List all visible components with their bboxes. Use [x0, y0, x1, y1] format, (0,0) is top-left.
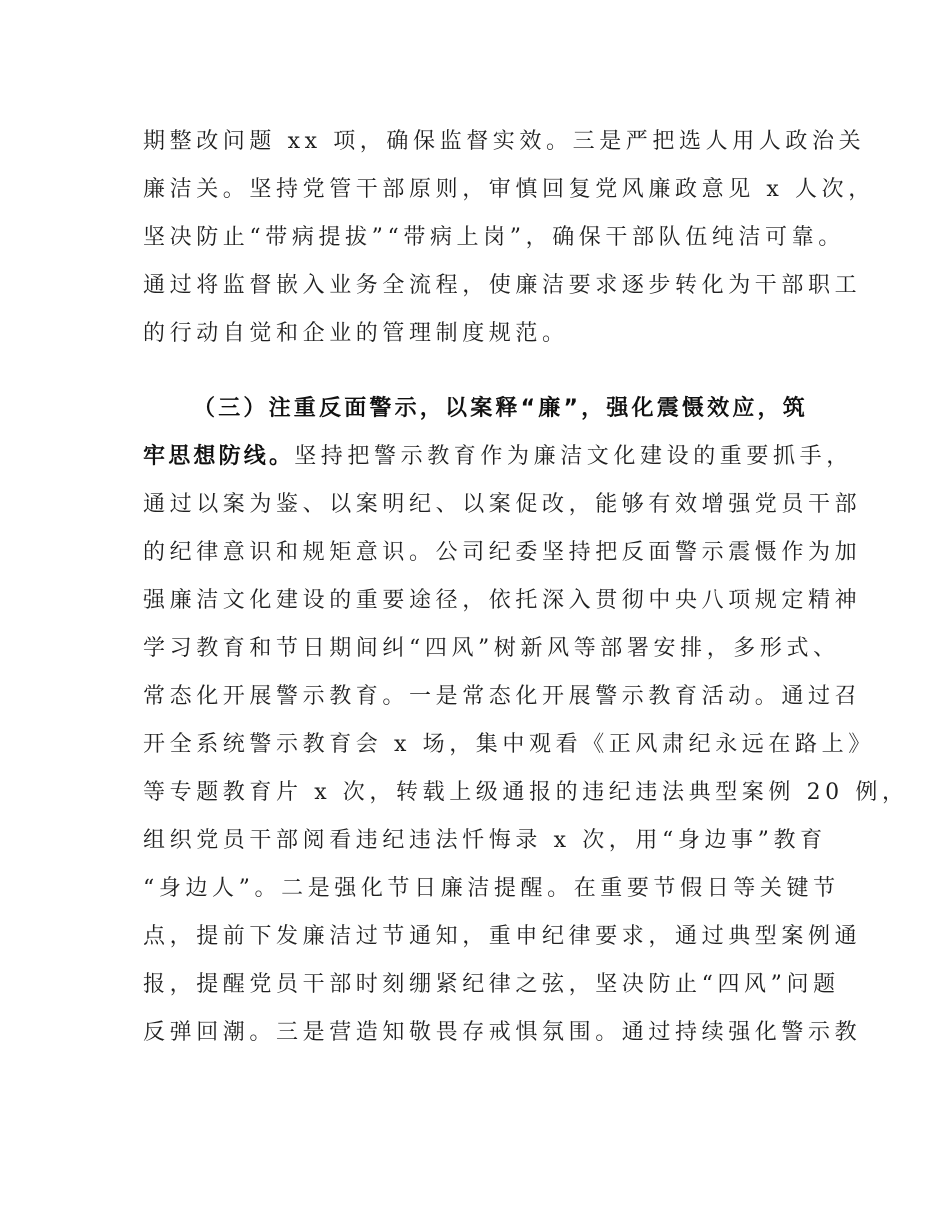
text-line: 坚决防止“带病提拔”“带病上岗”，确保干部队伍纯洁可靠。	[143, 225, 845, 250]
text-line: 廉洁关。坚持党管干部原则，审慎回复党风廉政意见 x 人次，	[143, 177, 875, 202]
text-line: 强廉洁文化建设的重要途径，依托深入贯彻中央八项规定精神	[143, 588, 862, 613]
text-line: “身边人”。二是强化节日廉洁提醒。在重要节假日等关键节	[143, 876, 840, 901]
heading-continuation-line	[143, 442, 853, 472]
text-line: 通过将监督嵌入业务全流程，使廉洁要求逐步转化为干部职工	[143, 273, 862, 298]
section-heading-end: 牢思想防线。	[143, 444, 295, 469]
text-line: 等专题教育片 x 次，转载上级通报的违纪违法典型案例 20 例，	[143, 780, 909, 805]
text-line: 的纪律意识和规矩意识。公司纪委坚持把反面警示震慑作为加	[143, 540, 862, 565]
text-line: 报，提醒党员干部时刻绷紧纪律之弦，坚决防止“四风”问题	[143, 972, 840, 997]
text-line: 点，提前下发廉洁过节通知，重申纪律要求，通过典型案例通	[143, 924, 862, 949]
text-run: 坚持把警示教育作为廉洁文化建设的重要抓手，	[294, 444, 853, 469]
text-line: 反弹回潮。三是营造知敬畏存戒惧氛围。通过持续强化警示教	[143, 1020, 862, 1045]
text-line: 组织党员干部阅看违纪违法忏悔录 x 次，用“身边事”教育	[143, 828, 827, 853]
text-line: 开全系统警示教育会 x 场，集中观看《正风肃纪永远在路上》	[143, 732, 875, 757]
text-line: 期整改问题 xx 项，确保监督实效。三是严把选人用人政治关	[143, 129, 866, 154]
text-line: 通过以案为鉴、以案明纪、以案促改，能够有效增强党员干部	[143, 492, 862, 517]
section-heading: （三）注重反面警示，以案释“廉”，强化震慑效应，筑	[193, 396, 808, 421]
text-line: 的行动自觉和企业的管理制度规范。	[143, 321, 569, 346]
text-line: 学习教育和节日期间纠“四风”树新风等部署安排，多形式、	[143, 636, 840, 661]
text-line: 常态化开展警示教育。一是常态化开展警示教育活动。通过召	[143, 684, 862, 709]
